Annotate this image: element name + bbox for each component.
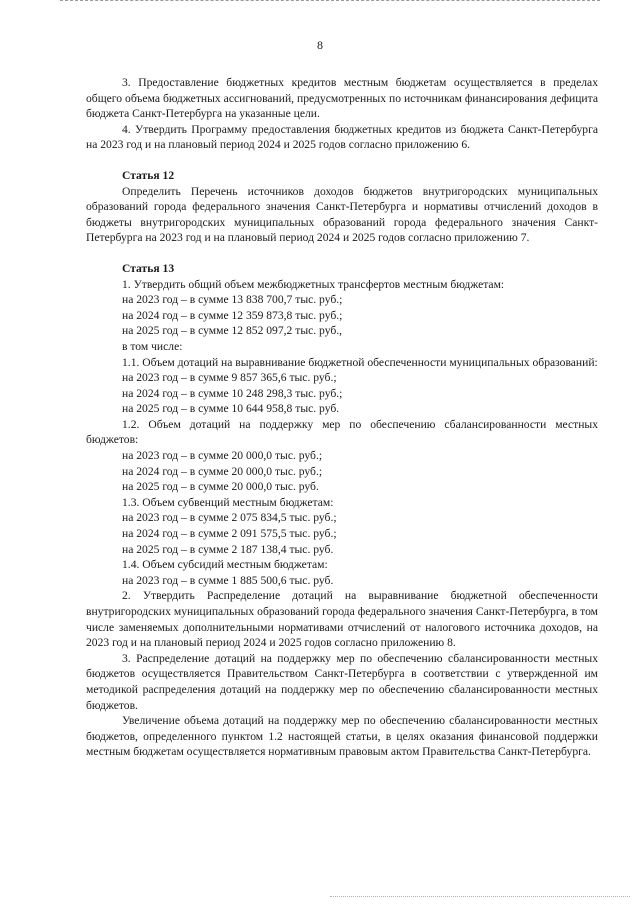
item-1-2: 1.2. Объем дотаций на поддержку мер по обеспечению сбалансированности местных бюджетов: xyxy=(86,417,598,447)
article-12-body: Определить Перечень источников доходов бюджетов внутригородских муниципальных образований города федерального значения Санкт-Петербурга и нормативы отчислений доходов в бюджеты внутригородских муниципальных образований города федерального значения Санкт-Петербурга на 2023 год и на плановый период 2024 и 2025 годов согласно приложению 7. xyxy=(86,184,598,245)
item-1-2025: на 2025 год – в сумме 12 852 097,2 тыс. руб., xyxy=(122,324,343,338)
item-1-2-2025: на 2025 год – в сумме 20 000,0 тыс. руб. xyxy=(122,480,319,494)
item-1-2-2023: на 2023 год – в сумме 20 000,0 тыс. руб.; xyxy=(122,449,323,463)
item-1: 1. Утвердить общий объем межбюджетных трансфертов местным бюджетам: xyxy=(122,277,505,291)
item-1-4: 1.4. Объем субсидий местным бюджетам: xyxy=(122,558,328,572)
item-1-3: 1.3. Объем субвенций местным бюджетам: xyxy=(122,495,334,509)
paragraph-3: 3. Предоставление бюджетных кредитов местным бюджетам осуществляется в пределах общего объема бюджетных ассигнований, предусмотренных по источникам финансирования дефицита бюджета Санкт-Петербурга на указанные цели. xyxy=(86,76,598,121)
article-12-title: Статья 12 xyxy=(122,168,175,182)
item-1-including: в том числе: xyxy=(122,339,183,353)
item-1-1-2023: на 2023 год – в сумме 9 857 365,6 тыс. руб.; xyxy=(122,371,337,385)
item-1-1-2025: на 2025 год – в сумме 10 644 958,8 тыс. руб. xyxy=(122,402,340,416)
page-number: 8 xyxy=(317,38,323,52)
top-scan-rule xyxy=(60,0,600,3)
item-1-3-2023: на 2023 год – в сумме 2 075 834,5 тыс. руб.; xyxy=(122,511,337,525)
item-1-3-2025: на 2025 год – в сумме 2 187 138,4 тыс. руб. xyxy=(122,542,334,556)
item-2: 2. Утвердить Распределение дотаций на выравнивание бюджетной обеспеченности внутригородских муниципальных образований города федерального значения Санкт-Петербурга, в том числе заменяемых дополнительными нормативами отчислений от налогового источника доходов, на 2023 год и на плановый период 2024 и 2025 годов согласно приложению 8. xyxy=(86,589,598,650)
paragraph-4: 4. Утвердить Программу предоставления бюджетных кредитов из бюджета Санкт-Петербурга на 2023 год и на плановый период 2024 и 2025 годов согласно приложению 6. xyxy=(86,122,598,152)
bottom-scan-marks xyxy=(330,896,630,901)
item-3-increase: Увеличение объема дотаций на поддержку мер по обеспечению сбалансированности местных бюджетов, определенного пунктом 1.2 настоящей статьи, в целях оказания финансовой поддержки местным бюджетам осуществляется нормативным правовым актом Правительства Санкт-Петербурга. xyxy=(86,714,598,759)
item-1-1: 1.1. Объем дотаций на выравнивание бюджетной обеспеченности муниципальных образований: xyxy=(122,355,598,369)
item-1-4-2023: на 2023 год – в сумме 1 885 500,6 тыс. руб. xyxy=(122,573,334,587)
item-1-2023: на 2023 год – в сумме 13 838 700,7 тыс. руб.; xyxy=(122,293,343,307)
item-1-2-2024: на 2024 год – в сумме 20 000,0 тыс. руб.; xyxy=(122,464,323,478)
document-body xyxy=(86,75,598,760)
item-3: 3. Распределение дотаций на поддержку мер по обеспечению сбалансированности местных бюджетов осуществляется Правительством Санкт-Петербурга в соответствии с утвержденной им методикой распределения дотаций на поддержку мер по обеспечению сбалансированности местных бюджетов. xyxy=(86,651,598,712)
item-1-2024: на 2024 год – в сумме 12 359 873,8 тыс. руб.; xyxy=(122,308,343,322)
article-13-title: Статья 13 xyxy=(122,261,175,275)
item-1-3-2024: на 2024 год – в сумме 2 091 575,5 тыс. руб.; xyxy=(122,527,337,541)
item-1-1-2024: на 2024 год – в сумме 10 248 298,3 тыс. руб.; xyxy=(122,386,343,400)
